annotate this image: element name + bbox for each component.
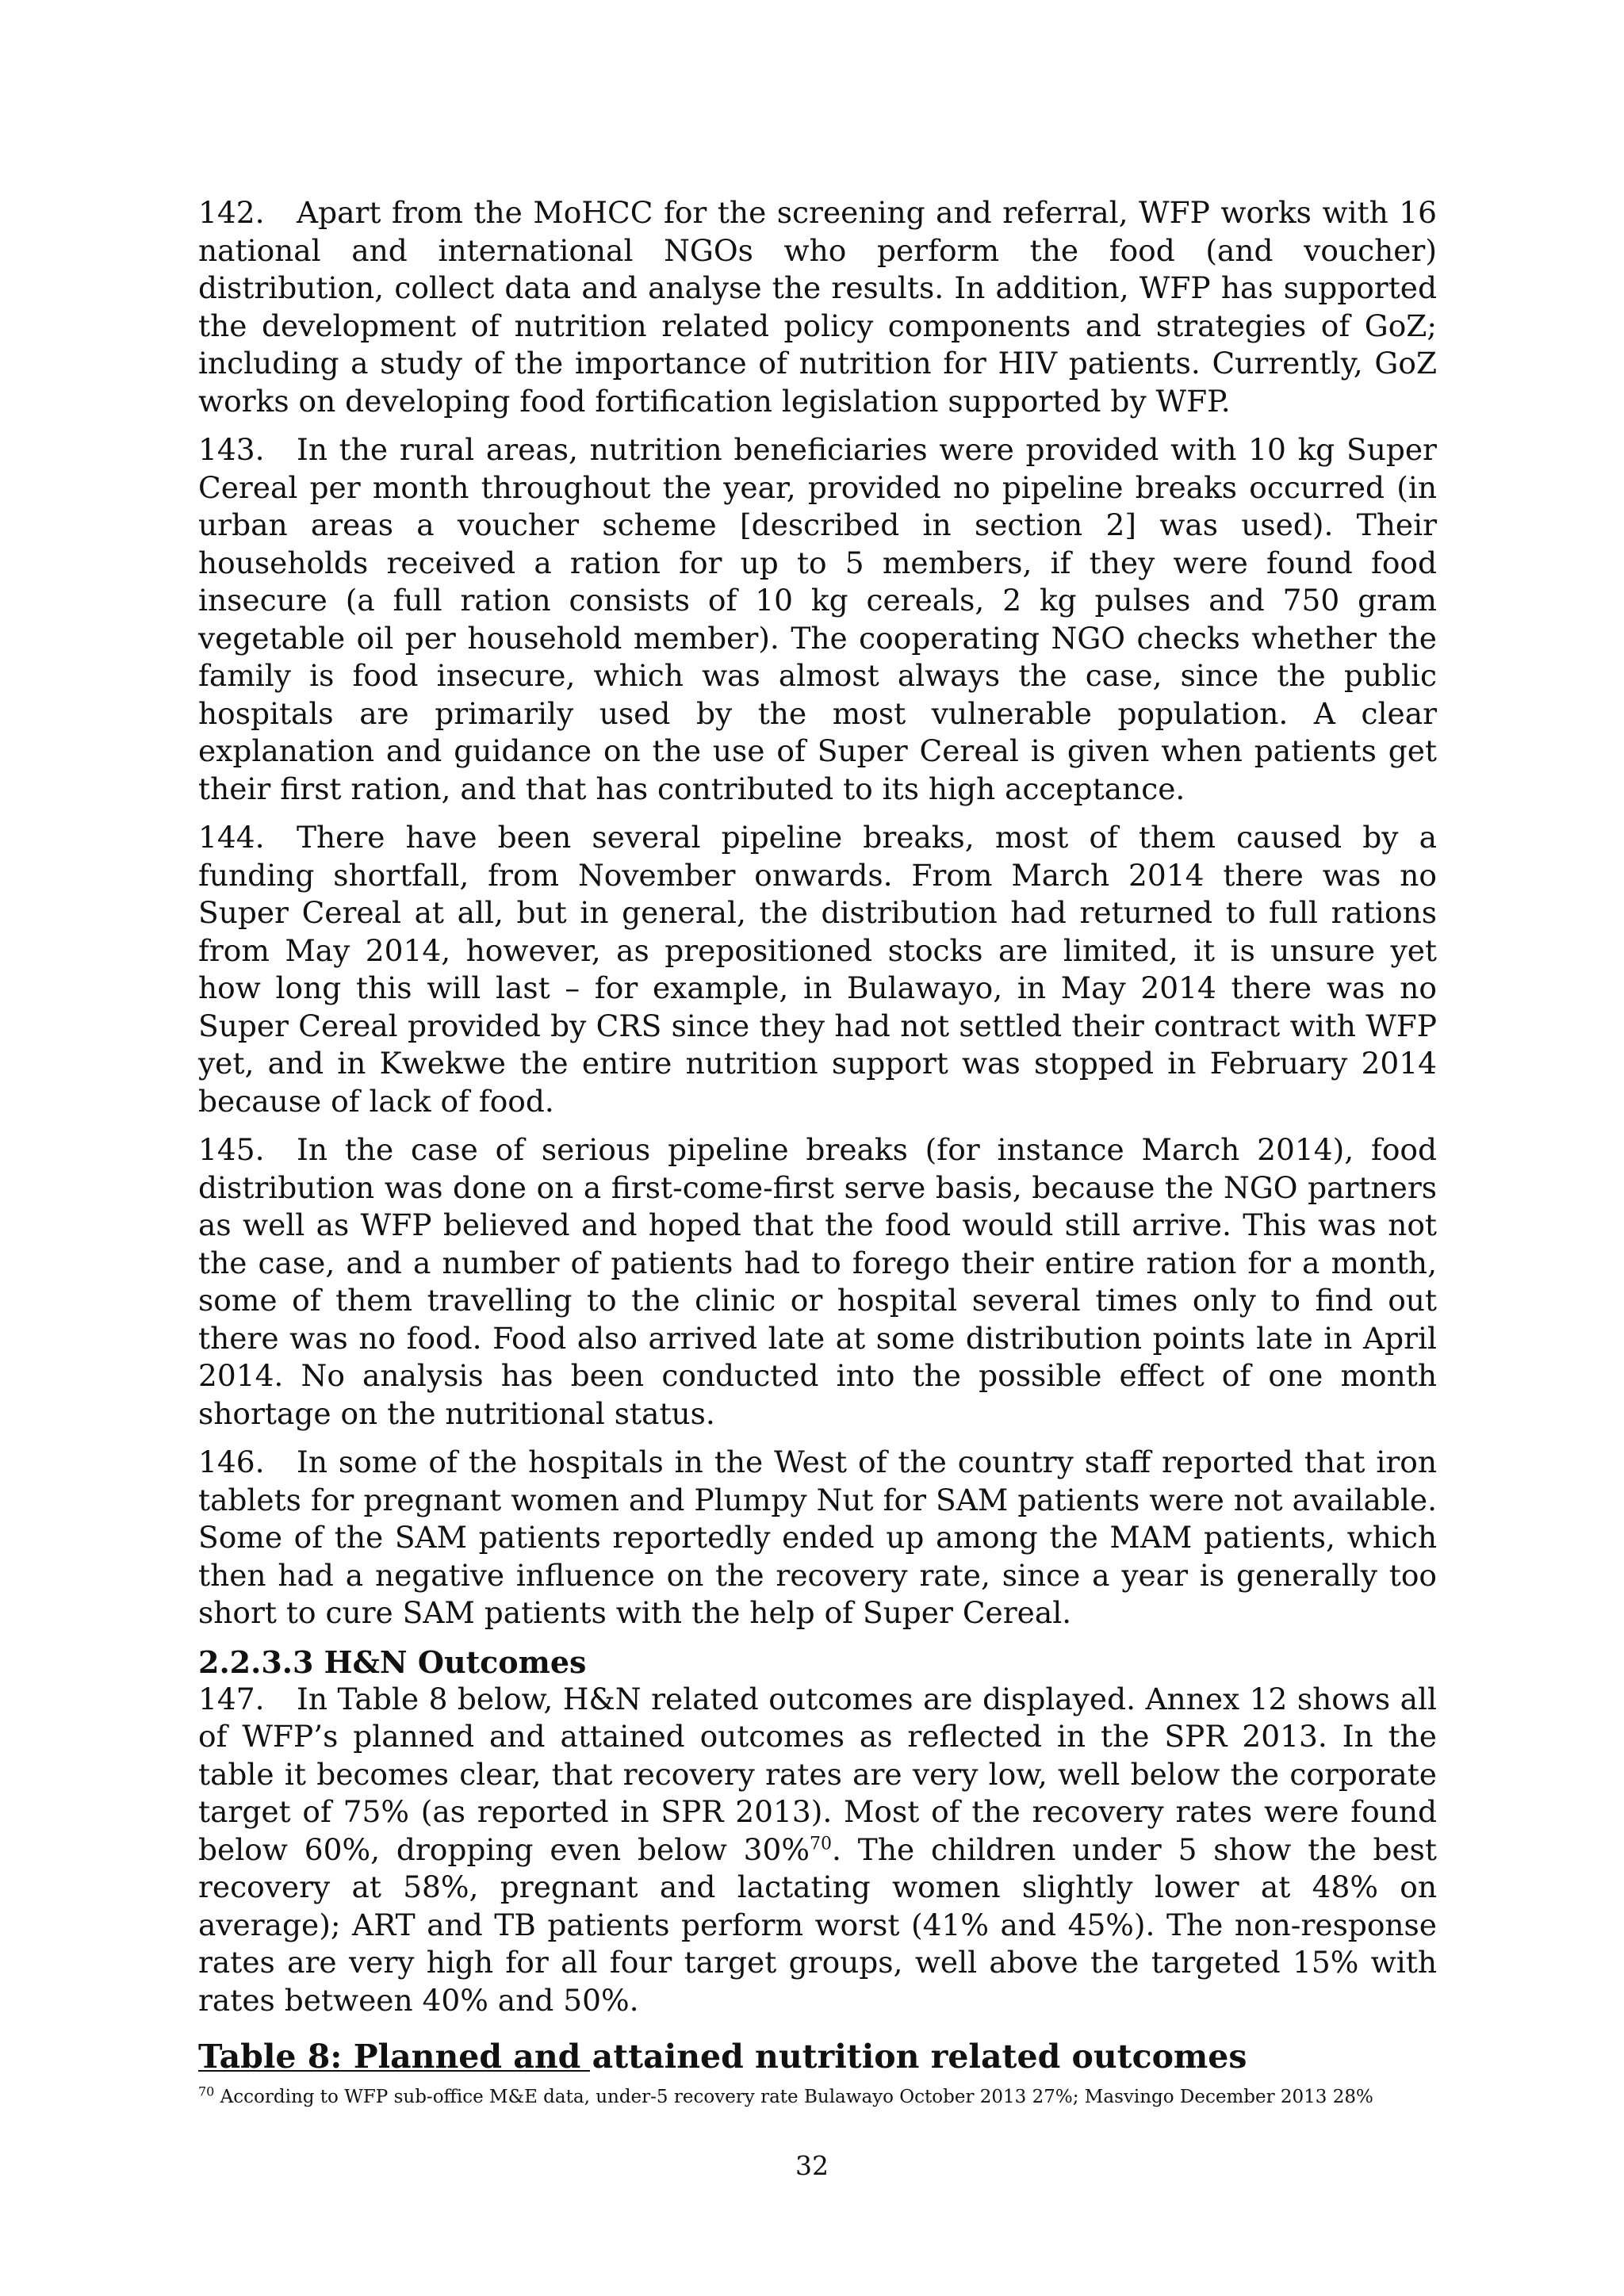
- paragraph-number: 144.: [198, 820, 265, 855]
- table-title: Table 8: Planned and attained nutrition related outcomes: [198, 2038, 1247, 2076]
- footnote-divider: [198, 2070, 590, 2072]
- paragraph-text: In the case of serious pipeline breaks (for instance March 2014), food distribution was done on a first-come-first serve basis, because the NGO partners as well as WFP believed and hoped that the food would still arrive. This was not the case, and a number of patients had to forego their entire ration for a month, some of them travelling to the clinic or hospital several times only to find out there was no food. Food also arrived late at some distribution points late in April 2014. No analysis has been conducted into the possible effect of one month shortage on the nutritional status.: [198, 1132, 1437, 1431]
- paragraph-number: 145.: [198, 1132, 265, 1167]
- page-number: 32: [795, 2150, 829, 2181]
- paragraph-145: [198, 1131, 1437, 1433]
- footnote-reference[interactable]: 70: [810, 1834, 833, 1854]
- footnote: [198, 2085, 1437, 2109]
- paragraph-144: [198, 819, 1437, 1120]
- paragraph-text-before: In Table 8 below, H&N related outcomes are displayed. Annex 12 shows all of WFP’s planned and attained outcomes as reflected in the SPR 2013. In the table it becomes clear, that recovery rates are very low, well below the corporate target of 75% (as reported in SPR 2013). Most of the recovery rates were found below 60%, dropping even below 30%: [198, 1681, 1437, 1867]
- paragraph-text: In some of the hospitals in the West of the country staff reported that iron tablets for pregnant women and Plumpy Nut for SAM patients were not available. Some of the SAM patients reportedly ended up among the MAM patients, which then had a negative influence on the recovery rate, since a year is generally too short to cure SAM patients with the help of Super Cereal.: [198, 1445, 1437, 1630]
- paragraph-text: There have been several pipeline breaks, most of them caused by a funding shortfall, from November onwards. From March 2014 there was no Super Cereal at all, but in general, the distribution had returned to full rations from May 2014, however, as prepositioned stocks are limited, it is unsure yet how long this will last – for example, in Bulawayo, in May 2014 there was no Super Cereal provided by CRS since they had not settled their contract with WFP yet, and in Kwekwe the entire nutrition support was stopped in February 2014 because of lack of food.: [198, 820, 1437, 1119]
- paragraph-number: 142.: [198, 195, 265, 230]
- paragraph-143: [198, 431, 1437, 808]
- paragraph-146: [198, 1444, 1437, 1632]
- paragraph-147: [198, 1681, 1437, 2020]
- paragraph-number: 146.: [198, 1445, 265, 1479]
- paragraph-number: 147.: [198, 1681, 265, 1716]
- paragraph-number: 143.: [198, 432, 265, 467]
- paragraph-text: Apart from the MoHCC for the screening and referral, WFP works with 16 national and international NGOs who perform the food (and voucher) distribution, collect data and analyse the results. In addition, WFP has supported the development of nutrition related policy components and strategies of GoZ; including a study of the importance of nutrition for HIV patients. Currently, GoZ works on developing food fortification legislation supported by WFP.: [198, 195, 1437, 419]
- paragraph-text: In the rural areas, nutrition beneficiaries were provided with 10 kg Super Cereal per month throughout the year, provided no pipeline breaks occurred (in urban areas a voucher scheme [described in section 2] was used). Their households received a ration for up to 5 members, if they were found food insecure (a full ration consists of 10 kg cereals, 2 kg pulses and 750 gram vegetable oil per household member). The cooperating NGO checks whether the family is food insecure, which was almost always the case, since the public hospitals are primarily used by the most vulnerable population. A clear explanation and guidance on the use of Super Cereal is given when patients get their first ration, and that has contributed to its high acceptance.: [198, 432, 1437, 806]
- document-body: [198, 194, 1437, 2076]
- footnote-number: 70: [198, 2084, 215, 2099]
- paragraph-142: [198, 194, 1437, 420]
- footnote-text: According to WFP sub-office M&E data, under-5 recovery rate Bulawayo October 2013 27%; Masvingo December 2013 28%: [214, 2087, 1373, 2107]
- paragraph-text-after: . The children under 5 show the best recovery at 58%, pregnant and lactating women slightly lower at 48% on average); ART and TB patients perform worst (41% and 45%). The non-response rates are very high for all four target groups, well above the targeted 15% with rates between 40% and 50%.: [198, 1831, 1437, 2018]
- section-heading: 2.2.3.3 H&N Outcomes: [198, 1644, 587, 1680]
